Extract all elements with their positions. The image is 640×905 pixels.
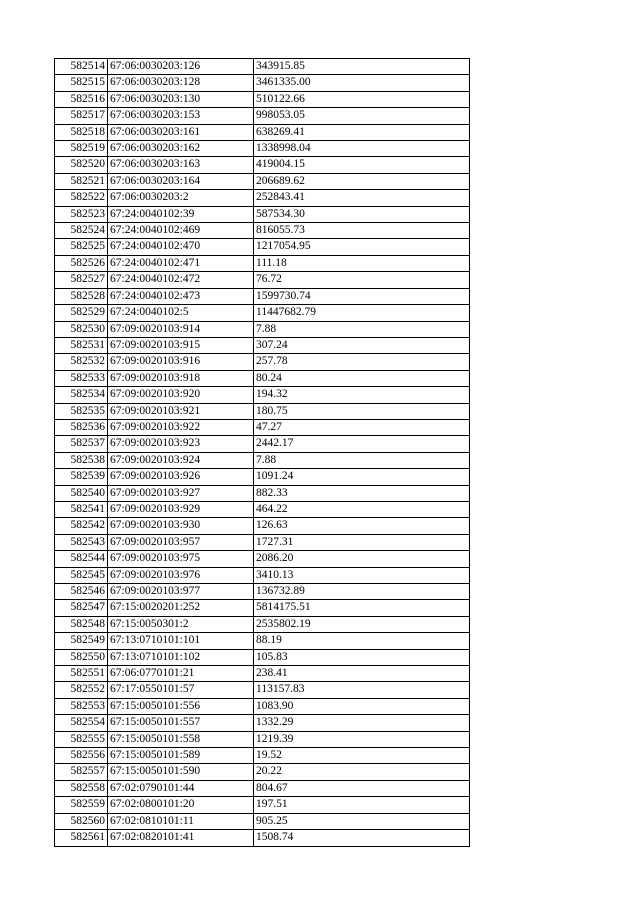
- table-row: [55, 419, 470, 435]
- table-row: [55, 567, 470, 583]
- cadastral-number-cell: 67:09:0020103:929: [108, 501, 254, 517]
- table-row: [55, 370, 470, 386]
- row-number-cell: 582543: [55, 534, 108, 550]
- row-number-cell: 582560: [55, 813, 108, 829]
- table-row: [55, 616, 470, 632]
- row-number-cell: 582556: [55, 748, 108, 764]
- row-number-cell: 582529: [55, 305, 108, 321]
- table-row: [55, 780, 470, 796]
- cadastral-number-cell: 67:24:0040102:472: [108, 272, 254, 288]
- value-cell: 3410.13: [254, 567, 470, 583]
- value-cell: 7.88: [254, 452, 470, 468]
- cadastral-number-cell: 67:06:0030203:161: [108, 124, 254, 140]
- table-row: [55, 518, 470, 534]
- value-cell: 464.22: [254, 501, 470, 517]
- row-number-cell: 582548: [55, 616, 108, 632]
- value-cell: 238.41: [254, 666, 470, 682]
- table-row: [55, 666, 470, 682]
- value-cell: 105.83: [254, 649, 470, 665]
- table-row: [55, 173, 470, 189]
- cadastral-number-cell: 67:09:0020103:924: [108, 452, 254, 468]
- row-number-cell: 582523: [55, 206, 108, 222]
- row-number-cell: 582544: [55, 551, 108, 567]
- value-cell: 1599730.74: [254, 288, 470, 304]
- row-number-cell: 582555: [55, 731, 108, 747]
- table-row: [55, 255, 470, 271]
- table-row: [55, 748, 470, 764]
- table-row: [55, 731, 470, 747]
- cadastral-number-cell: 67:09:0020103:916: [108, 354, 254, 370]
- cadastral-number-cell: 67:09:0020103:975: [108, 551, 254, 567]
- cadastral-number-cell: 67:09:0020103:923: [108, 436, 254, 452]
- table-row: [55, 124, 470, 140]
- table-row: [55, 305, 470, 321]
- value-cell: 88.19: [254, 633, 470, 649]
- row-number-cell: 582534: [55, 387, 108, 403]
- cadastral-number-cell: 67:13:0710101:101: [108, 633, 254, 649]
- cadastral-number-cell: 67:09:0020103:920: [108, 387, 254, 403]
- table-row: [55, 75, 470, 91]
- cadastral-number-cell: 67:06:0030203:164: [108, 173, 254, 189]
- cadastral-number-cell: 67:09:0020103:914: [108, 321, 254, 337]
- value-cell: 1338998.04: [254, 141, 470, 157]
- table-row: [55, 157, 470, 173]
- value-cell: 1219.39: [254, 731, 470, 747]
- row-number-cell: 582533: [55, 370, 108, 386]
- cadastral-number-cell: 67:06:0030203:130: [108, 91, 254, 107]
- cadastral-number-cell: 67:15:0050101:556: [108, 698, 254, 714]
- cadastral-number-cell: 67:13:0710101:102: [108, 649, 254, 665]
- table-row: [55, 321, 470, 337]
- value-cell: 905.25: [254, 813, 470, 829]
- table-row: [55, 452, 470, 468]
- value-cell: 998053.05: [254, 108, 470, 124]
- row-number-cell: 582539: [55, 469, 108, 485]
- value-cell: 126.63: [254, 518, 470, 534]
- value-cell: 7.88: [254, 321, 470, 337]
- value-cell: 1083.90: [254, 698, 470, 714]
- value-cell: 11447682.79: [254, 305, 470, 321]
- value-cell: 197.51: [254, 797, 470, 813]
- table-row: [55, 764, 470, 780]
- row-number-cell: 582532: [55, 354, 108, 370]
- row-number-cell: 582517: [55, 108, 108, 124]
- value-cell: 419004.15: [254, 157, 470, 173]
- value-cell: 3461335.00: [254, 75, 470, 91]
- cadastral-number-cell: 67:24:0040102:39: [108, 206, 254, 222]
- row-number-cell: 582525: [55, 239, 108, 255]
- table-row: [55, 436, 470, 452]
- value-cell: 1217054.95: [254, 239, 470, 255]
- value-cell: 2086.20: [254, 551, 470, 567]
- row-number-cell: 582559: [55, 797, 108, 813]
- row-number-cell: 582537: [55, 436, 108, 452]
- row-number-cell: 582524: [55, 223, 108, 239]
- table-row: [55, 141, 470, 157]
- table-row: [55, 272, 470, 288]
- table-row: [55, 288, 470, 304]
- cadastral-number-cell: 67:24:0040102:471: [108, 255, 254, 271]
- row-number-cell: 582546: [55, 584, 108, 600]
- table-row: [55, 698, 470, 714]
- value-cell: 1508.74: [254, 830, 470, 846]
- row-number-cell: 582538: [55, 452, 108, 468]
- row-number-cell: 582553: [55, 698, 108, 714]
- value-cell: 257.78: [254, 354, 470, 370]
- value-cell: 180.75: [254, 403, 470, 419]
- row-number-cell: 582521: [55, 173, 108, 189]
- value-cell: 587534.30: [254, 206, 470, 222]
- value-cell: 343915.85: [254, 59, 470, 75]
- row-number-cell: 582527: [55, 272, 108, 288]
- table-row: [55, 682, 470, 698]
- cadastral-number-cell: 67:09:0020103:957: [108, 534, 254, 550]
- table-row: [55, 59, 470, 75]
- table-row: [55, 501, 470, 517]
- value-cell: 638269.41: [254, 124, 470, 140]
- table-row: [55, 403, 470, 419]
- table-row: [55, 830, 470, 846]
- cadastral-number-cell: 67:09:0020103:922: [108, 419, 254, 435]
- row-number-cell: 582520: [55, 157, 108, 173]
- table-row: [55, 649, 470, 665]
- value-cell: 1091.24: [254, 469, 470, 485]
- cadastral-number-cell: 67:15:0050101:590: [108, 764, 254, 780]
- row-number-cell: 582549: [55, 633, 108, 649]
- row-number-cell: 582550: [55, 649, 108, 665]
- value-cell: 804.67: [254, 780, 470, 796]
- cadastral-number-cell: 67:06:0030203:163: [108, 157, 254, 173]
- cadastral-number-cell: 67:24:0040102:470: [108, 239, 254, 255]
- cadastral-number-cell: 67:15:0050101:557: [108, 715, 254, 731]
- cadastral-number-cell: 67:06:0030203:162: [108, 141, 254, 157]
- table-row: [55, 469, 470, 485]
- row-number-cell: 582552: [55, 682, 108, 698]
- value-cell: 111.18: [254, 255, 470, 271]
- cadastral-number-cell: 67:02:0790101:44: [108, 780, 254, 796]
- table-row: [55, 584, 470, 600]
- row-number-cell: 582557: [55, 764, 108, 780]
- cadastral-number-cell: 67:06:0030203:153: [108, 108, 254, 124]
- cadastral-number-cell: 67:24:0040102:5: [108, 305, 254, 321]
- table-row: [55, 223, 470, 239]
- value-cell: 194.32: [254, 387, 470, 403]
- table-row: [55, 633, 470, 649]
- table-row: [55, 715, 470, 731]
- cadastral-number-cell: 67:15:0020201:252: [108, 600, 254, 616]
- row-number-cell: 582554: [55, 715, 108, 731]
- value-cell: 113157.83: [254, 682, 470, 698]
- row-number-cell: 582522: [55, 190, 108, 206]
- row-number-cell: 582530: [55, 321, 108, 337]
- row-number-cell: 582515: [55, 75, 108, 91]
- cadastral-number-cell: 67:24:0040102:473: [108, 288, 254, 304]
- cadastral-number-cell: 67:06:0770101:21: [108, 666, 254, 682]
- table-row: [55, 337, 470, 353]
- value-cell: 136732.89: [254, 584, 470, 600]
- table-row: [55, 190, 470, 206]
- cadastral-number-cell: 67:06:0030203:126: [108, 59, 254, 75]
- cadastral-number-cell: 67:02:0800101:20: [108, 797, 254, 813]
- row-number-cell: 582561: [55, 830, 108, 846]
- table-row: [55, 206, 470, 222]
- cadastral-number-cell: 67:06:0030203:2: [108, 190, 254, 206]
- cadastral-number-cell: 67:09:0020103:921: [108, 403, 254, 419]
- table-row: [55, 108, 470, 124]
- value-cell: 510122.66: [254, 91, 470, 107]
- table-row: [55, 797, 470, 813]
- value-cell: 1332.29: [254, 715, 470, 731]
- value-cell: 1727.31: [254, 534, 470, 550]
- value-cell: 47.27: [254, 419, 470, 435]
- table-row: [55, 239, 470, 255]
- table-row: [55, 387, 470, 403]
- row-number-cell: 582514: [55, 59, 108, 75]
- table-row: [55, 91, 470, 107]
- value-cell: 5814175.51: [254, 600, 470, 616]
- row-number-cell: 582545: [55, 567, 108, 583]
- value-cell: 2442.17: [254, 436, 470, 452]
- row-number-cell: 582526: [55, 255, 108, 271]
- cadastral-number-cell: 67:09:0020103:976: [108, 567, 254, 583]
- row-number-cell: 582536: [55, 419, 108, 435]
- cadastral-number-cell: 67:15:0050101:558: [108, 731, 254, 747]
- table-row: [55, 600, 470, 616]
- row-number-cell: 582542: [55, 518, 108, 534]
- row-number-cell: 582531: [55, 337, 108, 353]
- row-number-cell: 582528: [55, 288, 108, 304]
- cadastral-number-cell: 67:06:0030203:128: [108, 75, 254, 91]
- row-number-cell: 582540: [55, 485, 108, 501]
- value-cell: 206689.62: [254, 173, 470, 189]
- value-cell: 816055.73: [254, 223, 470, 239]
- table-row: [55, 551, 470, 567]
- row-number-cell: 582551: [55, 666, 108, 682]
- table-row: [55, 534, 470, 550]
- cadastral-number-cell: 67:09:0020103:977: [108, 584, 254, 600]
- cadastral-number-cell: 67:15:0050301:2: [108, 616, 254, 632]
- table-row: [55, 485, 470, 501]
- value-cell: 20.22: [254, 764, 470, 780]
- data-table: [54, 58, 470, 847]
- table-row: [55, 813, 470, 829]
- cadastral-number-cell: 67:09:0020103:918: [108, 370, 254, 386]
- row-number-cell: 582516: [55, 91, 108, 107]
- cadastral-number-cell: 67:09:0020103:927: [108, 485, 254, 501]
- value-cell: 2535802.19: [254, 616, 470, 632]
- row-number-cell: 582547: [55, 600, 108, 616]
- row-number-cell: 582535: [55, 403, 108, 419]
- value-cell: 307.24: [254, 337, 470, 353]
- cadastral-number-cell: 67:09:0020103:930: [108, 518, 254, 534]
- value-cell: 76.72: [254, 272, 470, 288]
- cadastral-number-cell: 67:09:0020103:926: [108, 469, 254, 485]
- value-cell: 252843.41: [254, 190, 470, 206]
- cadastral-number-cell: 67:02:0820101:41: [108, 830, 254, 846]
- cadastral-number-cell: 67:02:0810101:11: [108, 813, 254, 829]
- cadastral-number-cell: 67:15:0050101:589: [108, 748, 254, 764]
- cadastral-number-cell: 67:24:0040102:469: [108, 223, 254, 239]
- value-cell: 882.33: [254, 485, 470, 501]
- row-number-cell: 582518: [55, 124, 108, 140]
- table-row: [55, 354, 470, 370]
- table-body: [55, 59, 470, 847]
- value-cell: 19.52: [254, 748, 470, 764]
- cadastral-number-cell: 67:17:0550101:57: [108, 682, 254, 698]
- value-cell: 80.24: [254, 370, 470, 386]
- row-number-cell: 582558: [55, 780, 108, 796]
- row-number-cell: 582519: [55, 141, 108, 157]
- row-number-cell: 582541: [55, 501, 108, 517]
- cadastral-number-cell: 67:09:0020103:915: [108, 337, 254, 353]
